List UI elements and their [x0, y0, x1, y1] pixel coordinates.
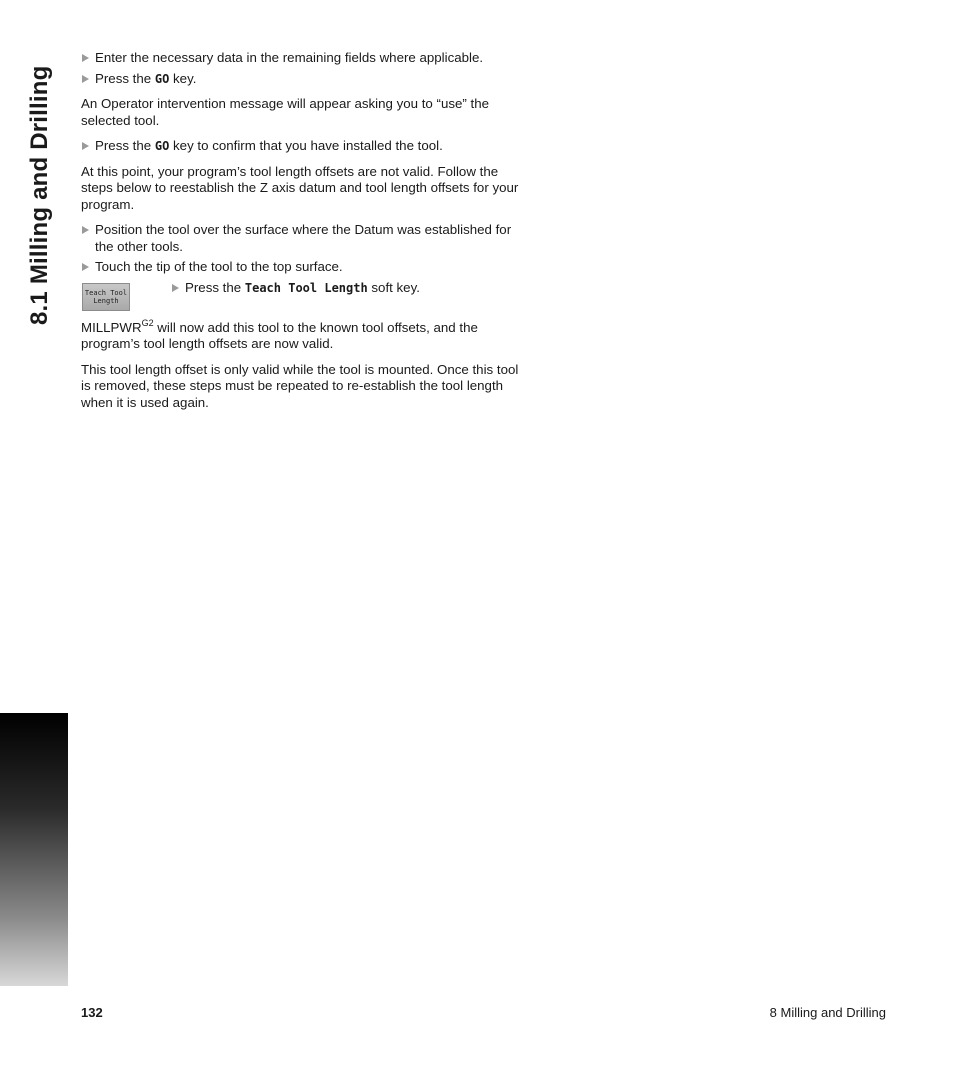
step-text: Enter the necessary data in the remaining fields where applicable.: [95, 50, 484, 65]
brand-superscript: G2: [141, 317, 154, 328]
step-text: Touch the tip of the tool to the top surface.: [95, 259, 343, 274]
step-suffix: soft key.: [367, 279, 420, 295]
step-arrow-icon: [172, 284, 179, 292]
step-arrow-icon: [82, 54, 89, 62]
step-confirm-go: [81, 138, 523, 155]
key-name-go: GO: [154, 139, 170, 153]
paragraph-millpwr: [81, 317, 523, 353]
step-prefix: Press the: [95, 70, 155, 86]
softkey-label-line2: Length: [93, 296, 119, 305]
step-prefix: Press the: [185, 279, 245, 295]
step-touch-tip: [81, 259, 523, 276]
brand-name: MILLPWR: [81, 319, 142, 335]
paragraph-offsets-invalid: At this point, your program’s tool length offsets are not valid. Follow the steps below to reestablish the Z axis datum and tool length offsets for your program.: [81, 163, 519, 212]
step-position-tool: [81, 222, 523, 255]
side-gradient-bar: [0, 713, 68, 986]
paragraph-text: will now add this tool to the known tool offsets, and the program’s tool length offsets are now valid.: [81, 319, 478, 351]
softkey-label-line1: Teach Tool: [84, 288, 128, 297]
step-press-softkey: [171, 280, 420, 297]
step-arrow-icon: [82, 75, 89, 83]
page-number: 132: [81, 1005, 103, 1020]
step-arrow-icon: [82, 226, 89, 234]
paragraph-offset-validity: This tool length offset is only valid while the tool is mounted. Once this tool is removed, these steps must be repeated to re-establish the tool length when it is used again.: [81, 361, 519, 410]
step-press-go: [81, 71, 523, 88]
teach-tool-length-softkey[interactable]: [82, 283, 130, 311]
step-suffix: key to confirm that you have installed the tool.: [169, 138, 443, 153]
step-prefix: Press the: [95, 138, 155, 153]
softkey-row: [81, 280, 523, 314]
side-chapter-title-text: 8.1 Milling and Drilling: [26, 65, 53, 325]
step-enter-data: [81, 50, 523, 67]
footer-chapter-title: 8 Milling and Drilling: [769, 1005, 886, 1020]
step-text: Position the tool over the surface where the Datum was established for the other tools.: [95, 222, 512, 254]
step-arrow-icon: [82, 263, 89, 271]
key-name-go: GO: [154, 71, 170, 86]
step-suffix: key.: [169, 70, 197, 86]
main-content: [81, 50, 523, 411]
paragraph-operator-message: An Operator intervention message will appear asking you to “use” the selected tool.: [81, 96, 489, 128]
key-name-teach-tool-length: Teach Tool Length: [244, 280, 368, 295]
step-arrow-icon: [82, 142, 89, 150]
side-chapter-title: [26, 50, 52, 330]
